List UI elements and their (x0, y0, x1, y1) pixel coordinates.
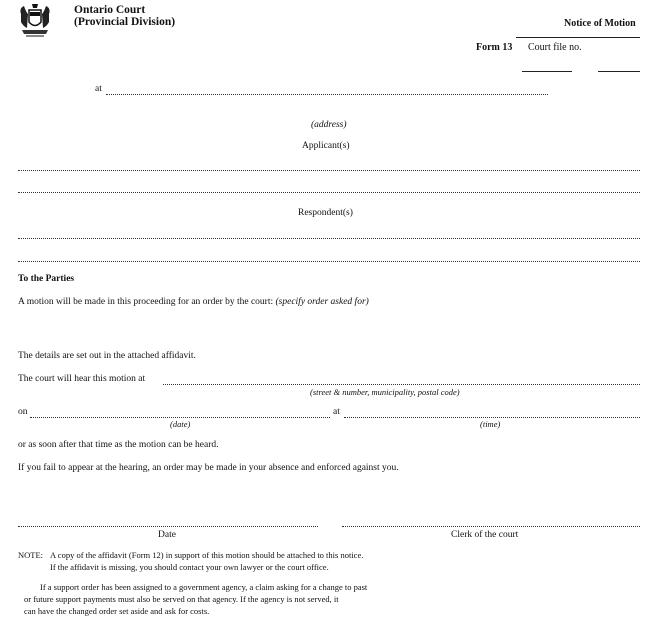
agency-note-line-3: can have the changed order set aside and ask for costs. (24, 606, 210, 616)
at-time-label: at (333, 407, 340, 417)
date-label: Date (158, 530, 176, 540)
respondent-line-1[interactable] (18, 238, 640, 239)
court-file-field-right[interactable] (598, 71, 640, 72)
asap-line: or as soon after that time as the motion can be heard. (18, 440, 219, 450)
failure-warning-line: If you fail to appear at the hearing, an order may be made in your absence and enforced against you. (18, 463, 399, 473)
respondent-label: Respondent(s) (298, 208, 353, 218)
form-number: Form 13 (476, 42, 513, 53)
signature-date-field[interactable] (18, 526, 318, 527)
motion-order-text: A motion will be made in this proceeding for an order by the court: (18, 297, 276, 307)
court-name: Ontario Court (74, 4, 146, 16)
address-field[interactable] (106, 94, 548, 95)
clerk-label: Clerk of the court (451, 530, 519, 540)
applicant-line-2[interactable] (18, 192, 640, 193)
document-title: Notice of Motion (564, 18, 636, 29)
court-file-field-left[interactable] (522, 71, 572, 72)
header-rule (516, 37, 640, 38)
court-division: (Provincial Division) (74, 16, 176, 28)
agency-note-line-1: If a support order has been assigned to a government agency, a claim asking for a change to past (40, 582, 368, 592)
at-label: at (95, 84, 102, 94)
time-field[interactable] (344, 417, 640, 418)
applicant-label: Applicant(s) (302, 141, 350, 151)
to-the-parties-heading: To the Parties (18, 274, 75, 284)
note-line-2: If the affidavit is missing, you should contact your own lawyer or the court office. (50, 562, 329, 572)
note-label: NOTE: (18, 550, 44, 560)
address-caption: (address) (311, 120, 347, 130)
date-caption: (date) (170, 419, 191, 429)
applicant-line-1[interactable] (18, 170, 640, 171)
street-caption: (street & number, municipality, postal code) (310, 387, 460, 397)
motion-order-line (18, 297, 369, 307)
agency-note-line-2: or future support payments must also be served on that agency. If the agency is not served, it (24, 594, 339, 604)
ontario-coat-of-arms-icon (18, 2, 52, 40)
date-field[interactable] (30, 417, 330, 418)
respondent-line-2[interactable] (18, 261, 640, 262)
court-file-label: Court file no. (528, 42, 582, 53)
on-label: on (18, 407, 28, 417)
note-line-1: A copy of the affidavit (Form 12) in support of this motion should be attached to this notice. (50, 550, 364, 560)
details-line: The details are set out in the attached affidavit. (18, 351, 196, 361)
motion-order-caption: (specify order asked for) (275, 297, 369, 307)
time-caption: (time) (480, 419, 501, 429)
hearing-location-field[interactable] (163, 384, 640, 385)
clerk-signature-field[interactable] (342, 526, 640, 527)
hear-motion-label: The court will hear this motion at (18, 374, 146, 384)
